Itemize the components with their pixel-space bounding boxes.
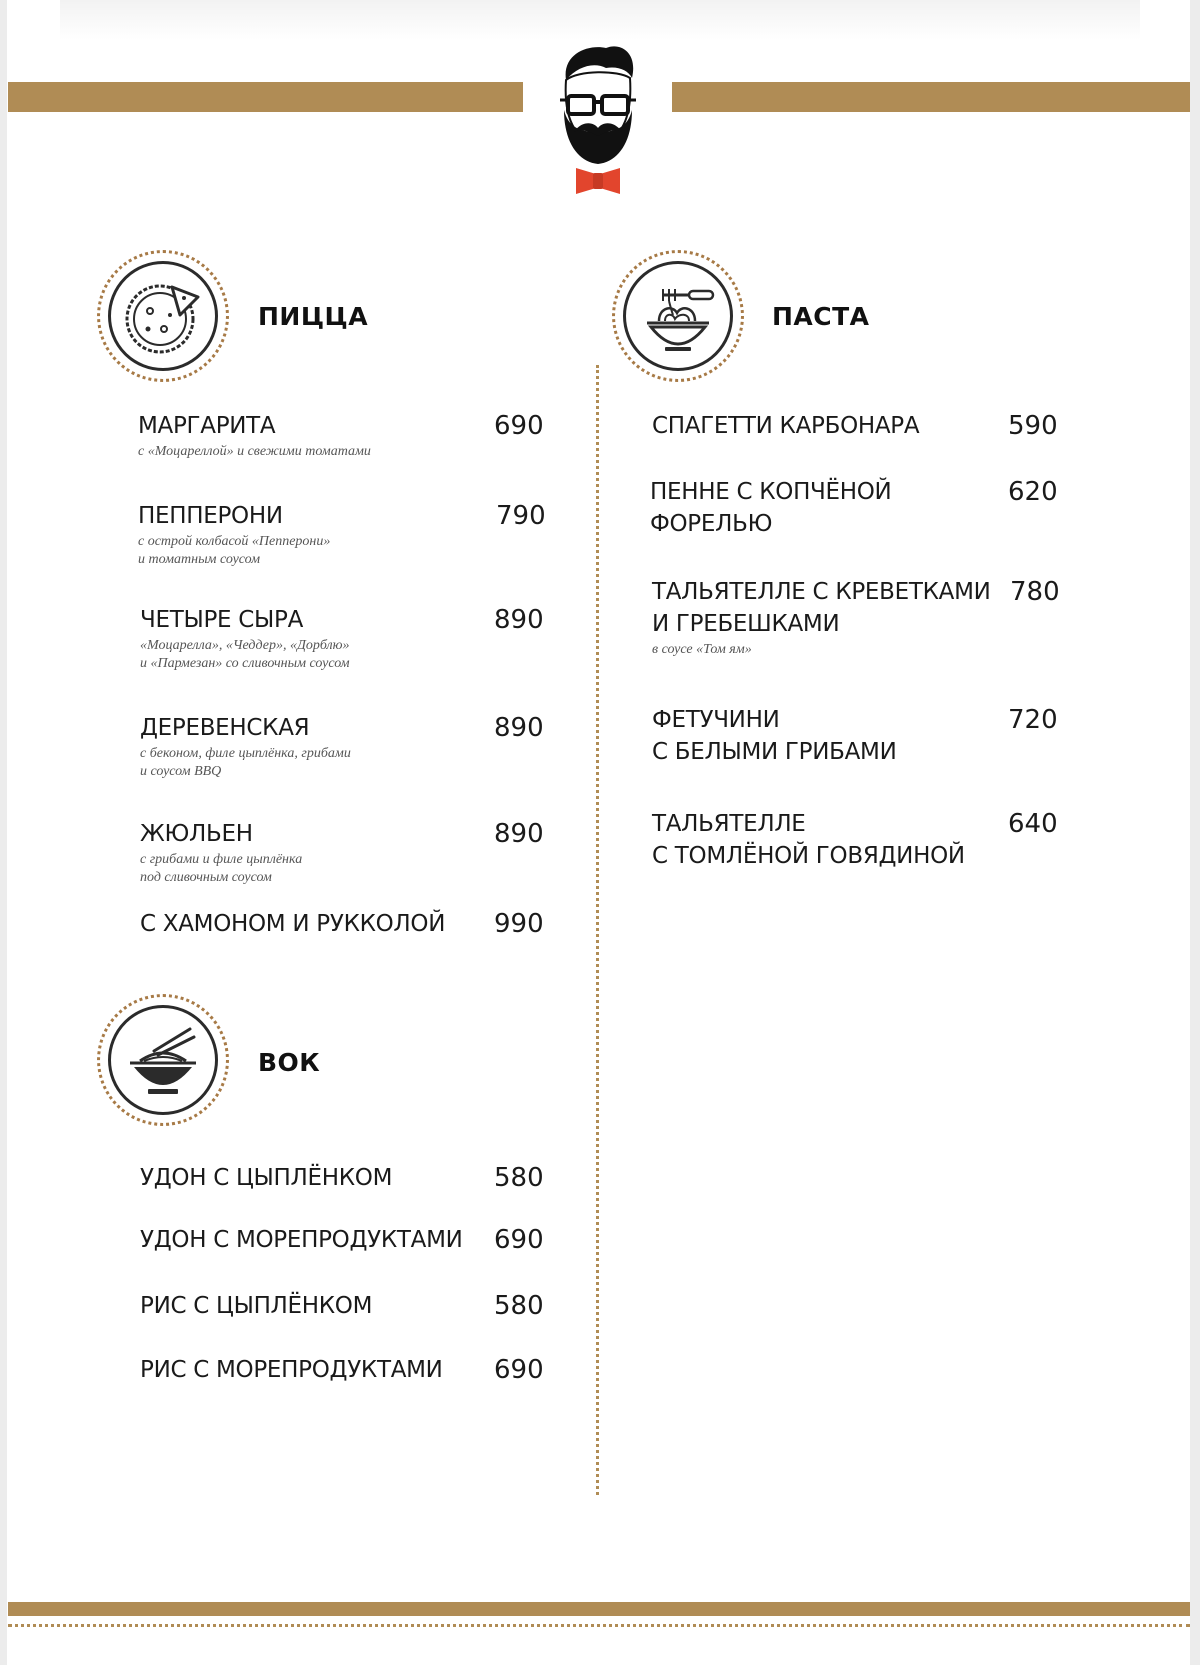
item-name: ДЕРЕВЕНСКАЯ	[140, 715, 310, 741]
section-title-wok: ВОК	[258, 1048, 321, 1077]
item-description: в соусе «Том ям»	[652, 642, 752, 657]
list-item	[140, 818, 550, 887]
list-item	[138, 410, 548, 461]
item-price: 790	[496, 501, 546, 531]
item-name: ПЕППЕРОНИ	[138, 503, 283, 529]
item-price: 890	[494, 605, 544, 635]
item-price: 580	[494, 1291, 544, 1321]
item-name: СПАГЕТТИ КАРБОНАРА	[652, 413, 920, 439]
list-item	[140, 1290, 550, 1322]
footer-dotted-line	[8, 1624, 1190, 1627]
list-item	[140, 1224, 550, 1256]
list-item	[652, 410, 1062, 442]
hipster-mustache-logo-icon	[548, 40, 648, 200]
column-divider	[596, 365, 599, 1495]
list-item	[140, 1354, 550, 1386]
item-description: с грибами и филе цыплёнка под сливочным соусом	[140, 852, 303, 885]
section-title-pizza: ПИЦЦА	[258, 302, 369, 331]
footer-band	[8, 1602, 1190, 1616]
list-item	[138, 500, 548, 569]
item-name: ФЕТУЧИНИ С БЕЛЫМИ ГРИБАМИ	[652, 707, 897, 765]
list-item	[652, 704, 1062, 768]
top-shadow	[60, 0, 1140, 40]
list-item	[650, 476, 1060, 540]
item-name: ТАЛЬЯТЕЛЛЕ С ТОМЛЁНОЙ ГОВЯДИНОЙ	[652, 811, 965, 869]
item-name: УДОН С ЦЫПЛЁНКОМ	[140, 1165, 393, 1191]
list-item	[140, 1162, 550, 1194]
item-price: 580	[494, 1163, 544, 1193]
item-price: 690	[494, 1355, 544, 1385]
item-name: РИС С ЦЫПЛЁНКОМ	[140, 1293, 373, 1319]
item-description: с острой колбасой «Пепперони» и томатным соусом	[138, 534, 331, 567]
wok-bowl-icon	[118, 1015, 208, 1105]
item-name: ПЕННЕ С КОПЧЁНОЙ ФОРЕЛЬЮ	[650, 479, 892, 537]
item-name: ЧЕТЫРЕ СЫРА	[140, 607, 304, 633]
item-price: 690	[494, 1225, 544, 1255]
item-name: УДОН С МОРЕПРОДУКТАМИ	[140, 1227, 463, 1253]
item-name: ЖЮЛЬЕН	[140, 821, 253, 847]
page-edge-left	[0, 0, 7, 1665]
page-edge-right	[1190, 0, 1200, 1665]
item-price: 590	[1008, 411, 1058, 441]
section-title-pasta: ПАСТА	[772, 302, 870, 331]
list-item	[652, 808, 1062, 872]
item-price: 620	[1008, 477, 1058, 507]
item-name: ТАЛЬЯТЕЛЛЕ С КРЕВЕТКАМИ И ГРЕБЕШКАМИ	[652, 579, 991, 637]
header-band-left	[8, 82, 523, 112]
pasta-badge	[612, 250, 744, 382]
header-band-right	[672, 82, 1190, 112]
list-item	[140, 712, 550, 781]
item-price: 990	[494, 909, 544, 939]
item-price: 890	[494, 713, 544, 743]
list-item	[140, 908, 550, 940]
item-name: РИС С МОРЕПРОДУКТАМИ	[140, 1357, 443, 1383]
item-price: 780	[1010, 577, 1060, 607]
item-description: с «Моцареллой» и свежими томатами	[138, 444, 371, 459]
item-name: С ХАМОНОМ И РУККОЛОЙ	[140, 911, 446, 937]
item-price: 690	[494, 411, 544, 441]
pasta-bowl-icon	[633, 271, 723, 361]
item-description: «Моцарелла», «Чеддер», «Дорблю» и «Пармезан» со сливочным соусом	[140, 638, 350, 671]
item-name: МАРГАРИТА	[138, 413, 276, 439]
item-price: 640	[1008, 809, 1058, 839]
list-item	[140, 604, 550, 673]
list-item	[652, 576, 1062, 659]
item-price: 890	[494, 819, 544, 849]
wok-badge	[97, 994, 229, 1126]
item-description: с беконом, филе цыплёнка, грибами и соусом BBQ	[140, 746, 351, 779]
item-price: 720	[1008, 705, 1058, 735]
pizza-badge	[97, 250, 229, 382]
pizza-icon	[118, 271, 208, 361]
